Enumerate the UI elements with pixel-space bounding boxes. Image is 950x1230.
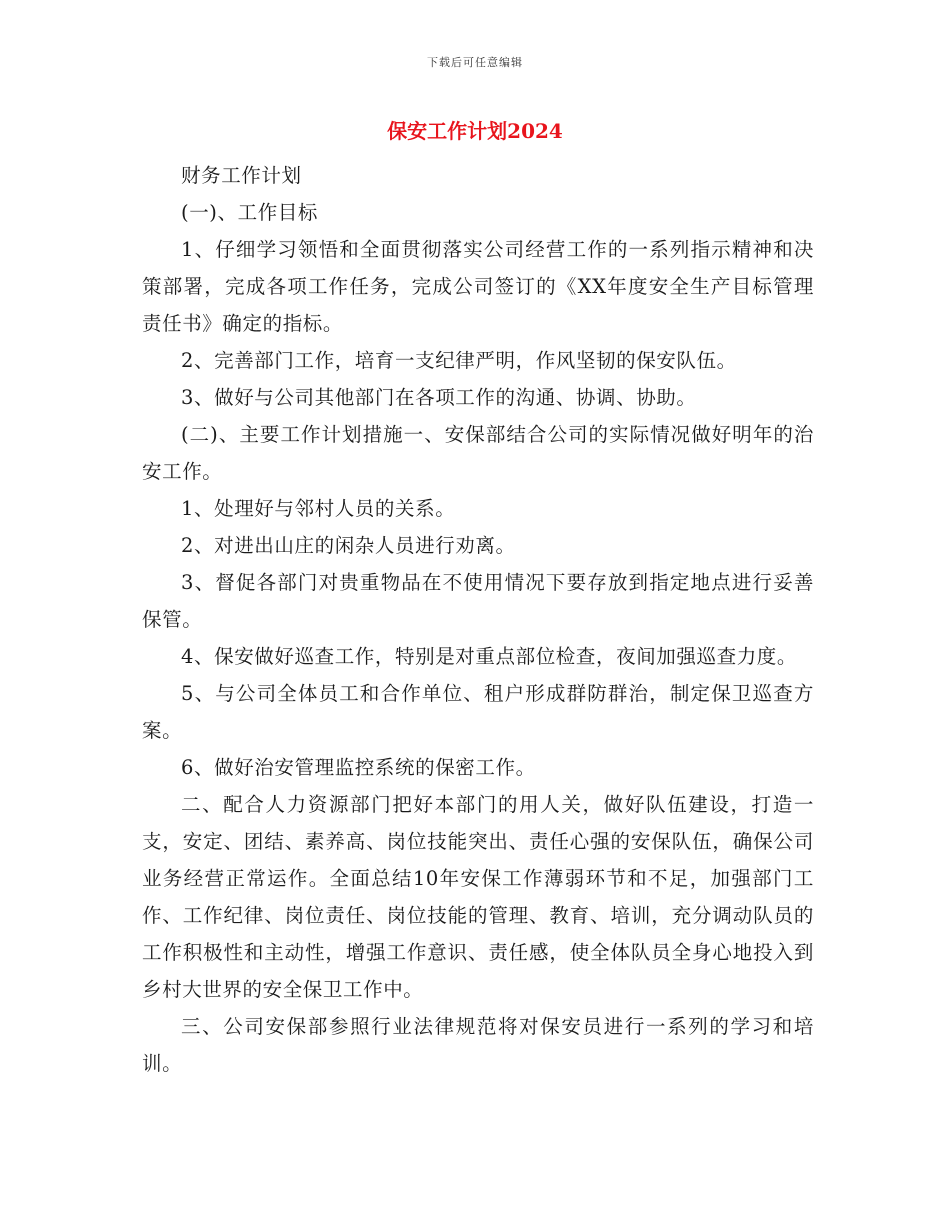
paragraph-section-measures: (二)、主要工作计划措施一、安保部结合公司的实际情况做好明年的治安工作。 (142, 423, 814, 483)
paragraph-measure-6: 6、做好治安管理监控系统的保密工作。 (181, 756, 536, 779)
paragraph-measure-4: 4、保安做好巡查工作，特别是对重点部位检查，夜间加强巡查力度。 (181, 645, 798, 668)
paragraph-section-two: 二、配合人力资源部门把好本部门的用人关，做好队伍建设，打造一支，安定、团结、素养高、岗位技能突出、责任心强的安保队伍，确保公司业务经营正常运作。全面总结10年安保工作薄弱环节和不足，加强部门工作、工作纪律、岗位责任、岗位技能的管理、教育、培训，充分调动队员的工作积极性和主动性，增强工作意识、责任感，使全体队员全身心地投入到乡村大世界的安全保卫工作中。 (142, 793, 814, 1001)
document-body (142, 157, 814, 1082)
document-title: 保安工作计划2024 (387, 119, 563, 143)
paragraph-measure-2: 2、对进出山庄的闲杂人员进行劝离。 (181, 534, 516, 557)
header-note: 下载后可任意编辑 (427, 56, 523, 69)
paragraph-goal-2: 2、完善部门工作，培育一支纪律严明，作风坚韧的保安队伍。 (181, 349, 737, 372)
paragraph-goal-3: 3、做好与公司其他部门在各项工作的沟通、协调、协助。 (181, 386, 697, 409)
paragraph-measure-5: 5、与公司全体员工和合作单位、租户形成群防群治，制定保卫巡查方案。 (142, 682, 814, 742)
paragraph-goal-1: 1、仔细学习领悟和全面贯彻落实公司经营工作的一系列指示精神和决策部署，完成各项工作任务，完成公司签订的《XX年度安全生产目标管理责任书》确定的指标。 (142, 238, 814, 335)
paragraph-finance-plan: 财务工作计划 (181, 164, 302, 187)
paragraph-section-goals: (一)、工作目标 (181, 201, 319, 224)
paragraph-section-three: 三、公司安保部参照行业法律规范将对保安员进行一系列的学习和培训。 (142, 1015, 814, 1075)
paragraph-measure-1: 1、处理好与邻村人员的关系。 (181, 497, 456, 520)
paragraph-measure-3: 3、督促各部门对贵重物品在不使用情况下要存放到指定地点进行妥善保管。 (142, 571, 814, 631)
